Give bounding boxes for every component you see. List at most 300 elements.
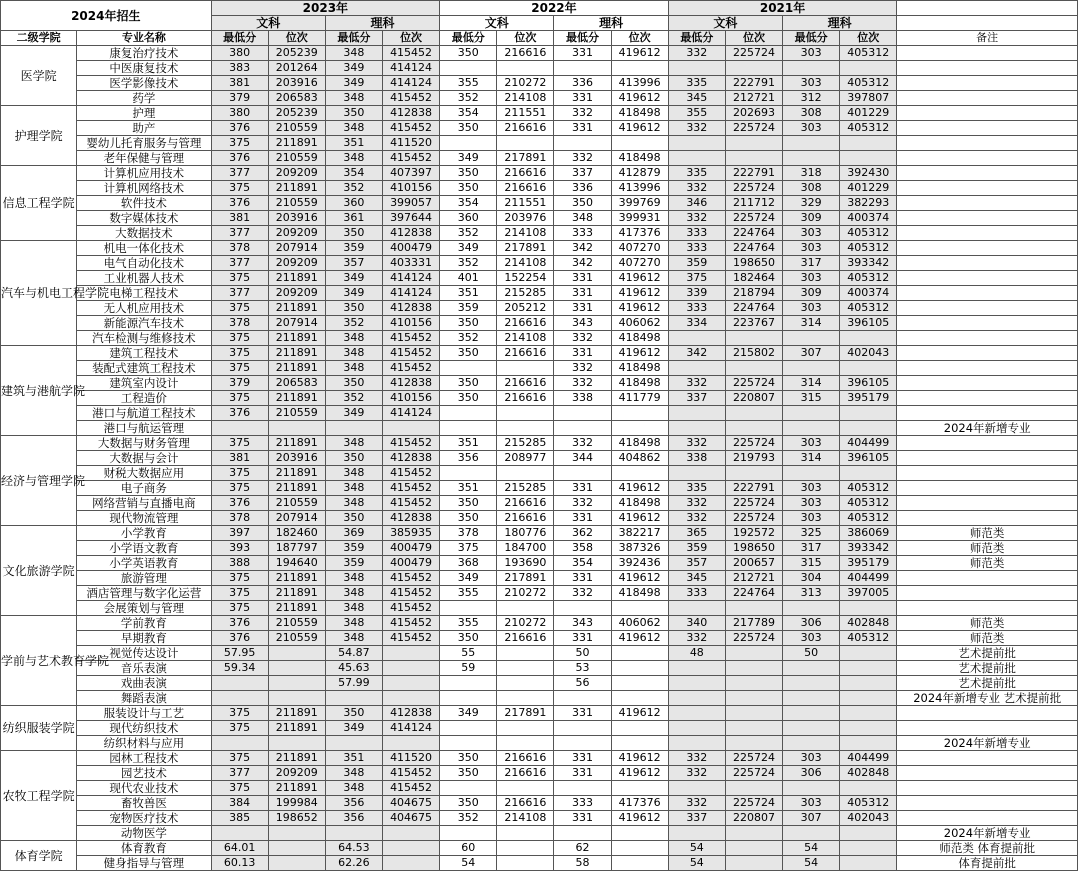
table-row <box>1 406 1078 421</box>
min-score-cell <box>554 406 611 421</box>
min-score-cell: 331 <box>554 706 611 721</box>
rank-cell: 415452 <box>382 346 439 361</box>
min-score-cell <box>554 466 611 481</box>
rank-cell <box>268 856 325 871</box>
major-name-cell: 无人机应用技术 <box>77 301 211 316</box>
col-header-rank: 位次 <box>725 31 782 46</box>
rank-cell <box>725 691 782 706</box>
min-score-cell: 332 <box>554 361 611 376</box>
college-name-cell: 体育学院 <box>1 841 77 871</box>
rank-cell <box>725 136 782 151</box>
rank-cell: 382293 <box>840 196 897 211</box>
major-name-cell: 护理 <box>77 106 211 121</box>
rank-cell: 201264 <box>268 61 325 76</box>
min-score-cell: 348 <box>325 151 382 166</box>
rank-cell: 211891 <box>268 571 325 586</box>
min-score-cell: 352 <box>325 316 382 331</box>
rank-cell: 406062 <box>611 316 668 331</box>
min-score-cell: 306 <box>783 616 840 631</box>
min-score-cell: 359 <box>325 556 382 571</box>
note-cell <box>897 316 1078 331</box>
rank-cell: 211891 <box>268 601 325 616</box>
rank-cell: 180776 <box>497 526 554 541</box>
note-cell: 2024年新增专业 <box>897 826 1078 841</box>
min-score-cell: 375 <box>211 586 268 601</box>
rank-cell <box>840 466 897 481</box>
note-cell <box>897 796 1078 811</box>
min-score-cell: 332 <box>668 46 725 61</box>
rank-cell: 405312 <box>840 481 897 496</box>
rank-cell: 411520 <box>382 751 439 766</box>
min-score-cell: 303 <box>783 796 840 811</box>
min-score-cell <box>783 136 840 151</box>
table-row <box>1 601 1078 616</box>
rank-cell: 414124 <box>382 61 439 76</box>
min-score-cell: 315 <box>783 391 840 406</box>
table-row <box>1 766 1078 781</box>
min-score-cell: 331 <box>554 271 611 286</box>
min-score-cell: 376 <box>211 196 268 211</box>
min-score-cell: 54.87 <box>325 646 382 661</box>
note-cell: 师范类 体育提前批 <box>897 841 1078 856</box>
note-cell <box>897 586 1078 601</box>
rank-cell: 395179 <box>840 391 897 406</box>
min-score-cell <box>211 736 268 751</box>
min-score-cell: 48 <box>668 646 725 661</box>
min-score-cell: 333 <box>668 301 725 316</box>
major-name-cell: 数字媒体技术 <box>77 211 211 226</box>
rank-cell <box>611 781 668 796</box>
rank-cell: 205212 <box>497 301 554 316</box>
rank-cell: 415452 <box>382 436 439 451</box>
rank-cell: 211891 <box>268 706 325 721</box>
major-name-cell: 网络营销与直播电商 <box>77 496 211 511</box>
major-name-cell: 体育教育 <box>77 841 211 856</box>
major-name-cell: 大数据与财务管理 <box>77 436 211 451</box>
major-name-cell: 装配式建筑工程技术 <box>77 361 211 376</box>
min-score-cell: 334 <box>668 316 725 331</box>
col-header-rank: 位次 <box>611 31 668 46</box>
rank-cell <box>725 646 782 661</box>
col-header-rank: 位次 <box>840 31 897 46</box>
rank-cell: 385935 <box>382 526 439 541</box>
min-score-cell: 57.95 <box>211 646 268 661</box>
rank-cell: 413996 <box>611 76 668 91</box>
major-name-cell: 计算机网络技术 <box>77 181 211 196</box>
min-score-cell: 383 <box>211 61 268 76</box>
min-score-cell: 375 <box>211 361 268 376</box>
rank-cell: 396105 <box>840 451 897 466</box>
min-score-cell <box>668 421 725 436</box>
rank-cell <box>497 691 554 706</box>
rank-cell <box>611 61 668 76</box>
rank-cell: 184700 <box>497 541 554 556</box>
rank-cell: 419612 <box>611 631 668 646</box>
min-score-cell: 365 <box>668 526 725 541</box>
rank-cell: 217891 <box>497 706 554 721</box>
rank-cell <box>268 421 325 436</box>
min-score-cell: 350 <box>440 346 497 361</box>
note-cell <box>897 46 1078 61</box>
rank-cell: 412838 <box>382 301 439 316</box>
rank-cell: 152254 <box>497 271 554 286</box>
min-score-cell: 376 <box>211 616 268 631</box>
min-score-cell <box>783 466 840 481</box>
min-score-cell: 356 <box>325 796 382 811</box>
col-header-min-score: 最低分 <box>211 31 268 46</box>
min-score-cell: 349 <box>440 706 497 721</box>
min-score-cell: 335 <box>668 481 725 496</box>
rank-cell <box>382 676 439 691</box>
col-header-rank: 位次 <box>382 31 439 46</box>
min-score-cell: 352 <box>325 391 382 406</box>
min-score-cell: 332 <box>554 331 611 346</box>
min-score-cell <box>554 721 611 736</box>
min-score-cell: 350 <box>325 706 382 721</box>
rank-cell: 404675 <box>382 811 439 826</box>
rank-cell: 405312 <box>840 496 897 511</box>
rank-cell: 211551 <box>497 196 554 211</box>
rank-cell: 405312 <box>840 796 897 811</box>
min-score-cell: 307 <box>783 811 840 826</box>
min-score-cell: 375 <box>211 181 268 196</box>
blank-header-cell <box>897 1 1078 16</box>
min-score-cell: 331 <box>554 346 611 361</box>
rank-cell <box>725 826 782 841</box>
min-score-cell: 354 <box>325 166 382 181</box>
rank-cell: 198650 <box>725 541 782 556</box>
min-score-cell: 59 <box>440 661 497 676</box>
min-score-cell: 303 <box>783 481 840 496</box>
rank-cell: 382217 <box>611 526 668 541</box>
rank-cell <box>840 721 897 736</box>
min-score-cell <box>668 826 725 841</box>
min-score-cell: 355 <box>440 586 497 601</box>
table-row <box>1 841 1078 856</box>
rank-cell <box>725 661 782 676</box>
rank-cell: 193690 <box>497 556 554 571</box>
table-row <box>1 781 1078 796</box>
rank-cell: 216616 <box>497 166 554 181</box>
rank-cell: 415452 <box>382 121 439 136</box>
min-score-cell: 380 <box>211 106 268 121</box>
min-score-cell <box>783 151 840 166</box>
rank-cell: 225724 <box>725 211 782 226</box>
rank-cell: 209209 <box>268 256 325 271</box>
min-score-cell: 303 <box>783 751 840 766</box>
table-row <box>1 541 1078 556</box>
min-score-cell: 357 <box>668 556 725 571</box>
min-score-cell: 303 <box>783 226 840 241</box>
rank-cell <box>840 856 897 871</box>
rank-cell: 392430 <box>840 166 897 181</box>
table-row <box>1 451 1078 466</box>
rank-cell: 410156 <box>382 181 439 196</box>
min-score-cell: 303 <box>783 436 840 451</box>
rank-cell: 410156 <box>382 316 439 331</box>
rank-cell: 401229 <box>840 106 897 121</box>
min-score-cell: 360 <box>440 211 497 226</box>
rank-cell: 215802 <box>725 346 782 361</box>
min-score-cell: 331 <box>554 301 611 316</box>
major-name-cell: 电梯工程技术 <box>77 286 211 301</box>
min-score-cell: 312 <box>783 91 840 106</box>
major-name-cell: 学前教育 <box>77 616 211 631</box>
min-score-cell: 350 <box>440 751 497 766</box>
table-row <box>1 46 1078 61</box>
table-row <box>1 691 1078 706</box>
note-cell <box>897 406 1078 421</box>
rank-cell <box>611 856 668 871</box>
table-row <box>1 346 1078 361</box>
min-score-cell: 348 <box>325 571 382 586</box>
rank-cell <box>611 661 668 676</box>
min-score-cell: 369 <box>325 526 382 541</box>
rank-cell: 205239 <box>268 106 325 121</box>
min-score-cell: 350 <box>440 316 497 331</box>
min-score-cell: 378 <box>211 241 268 256</box>
min-score-cell: 336 <box>554 76 611 91</box>
note-cell <box>897 331 1078 346</box>
rank-cell: 405312 <box>840 631 897 646</box>
rank-cell <box>725 721 782 736</box>
rank-cell <box>840 61 897 76</box>
rank-cell <box>840 136 897 151</box>
rank-cell: 210559 <box>268 496 325 511</box>
rank-cell: 418498 <box>611 376 668 391</box>
table-row <box>1 436 1078 451</box>
col-header-note: 备注 <box>897 31 1078 46</box>
rank-cell: 419612 <box>611 346 668 361</box>
min-score-cell: 351 <box>325 136 382 151</box>
rank-cell: 397005 <box>840 586 897 601</box>
rank-cell: 404499 <box>840 436 897 451</box>
min-score-cell: 314 <box>783 376 840 391</box>
min-score-cell: 354 <box>554 556 611 571</box>
table-row <box>1 196 1078 211</box>
note-cell <box>897 466 1078 481</box>
rank-cell: 412838 <box>382 376 439 391</box>
table-row <box>1 526 1078 541</box>
rank-cell: 211891 <box>268 346 325 361</box>
rank-cell: 404862 <box>611 451 668 466</box>
rank-cell: 182460 <box>268 526 325 541</box>
major-name-cell: 动物医学 <box>77 826 211 841</box>
note-cell: 2024年新增专业 <box>897 736 1078 751</box>
rank-cell: 211891 <box>268 586 325 601</box>
rank-cell: 415452 <box>382 586 439 601</box>
rank-cell <box>725 406 782 421</box>
min-score-cell: 350 <box>325 301 382 316</box>
rank-cell: 418498 <box>611 151 668 166</box>
major-name-cell: 医学影像技术 <box>77 76 211 91</box>
table-row <box>1 256 1078 271</box>
major-name-cell: 旅游管理 <box>77 571 211 586</box>
min-score-cell: 314 <box>783 451 840 466</box>
min-score-cell: 357 <box>325 256 382 271</box>
rank-cell: 399057 <box>382 196 439 211</box>
rank-cell: 406062 <box>611 616 668 631</box>
min-score-cell: 332 <box>668 436 725 451</box>
rank-cell: 419612 <box>611 766 668 781</box>
min-score-cell <box>783 706 840 721</box>
min-score-cell: 384 <box>211 796 268 811</box>
min-score-cell: 60.13 <box>211 856 268 871</box>
min-score-cell <box>783 676 840 691</box>
rank-cell: 405312 <box>840 241 897 256</box>
table-row <box>1 166 1078 181</box>
note-cell <box>897 196 1078 211</box>
major-name-cell: 会展策划与管理 <box>77 601 211 616</box>
min-score-cell: 351 <box>325 751 382 766</box>
note-cell: 2024年新增专业 艺术提前批 <box>897 691 1078 706</box>
note-cell: 师范类 <box>897 526 1078 541</box>
rank-cell <box>497 781 554 796</box>
rank-cell: 212721 <box>725 91 782 106</box>
rank-cell <box>611 601 668 616</box>
rank-cell: 419612 <box>611 271 668 286</box>
rank-cell <box>840 661 897 676</box>
min-score-cell: 377 <box>211 166 268 181</box>
college-name-cell: 建筑与港航学院 <box>1 346 77 436</box>
min-score-cell: 318 <box>783 166 840 181</box>
min-score-cell: 303 <box>783 76 840 91</box>
rank-cell: 214108 <box>497 226 554 241</box>
note-cell <box>897 256 1078 271</box>
major-name-cell: 大数据与会计 <box>77 451 211 466</box>
subheader-li-2021: 理科 <box>783 16 897 31</box>
min-score-cell: 344 <box>554 451 611 466</box>
major-name-cell: 现代纺织技术 <box>77 721 211 736</box>
min-score-cell: 348 <box>325 466 382 481</box>
note-cell <box>897 361 1078 376</box>
min-score-cell: 359 <box>668 256 725 271</box>
min-score-cell: 375 <box>211 481 268 496</box>
rank-cell: 414124 <box>382 721 439 736</box>
rank-cell: 209209 <box>268 166 325 181</box>
min-score-cell: 331 <box>554 571 611 586</box>
note-cell <box>897 181 1078 196</box>
major-name-cell: 港口与航道工程技术 <box>77 406 211 421</box>
table-row <box>1 391 1078 406</box>
min-score-cell: 317 <box>783 256 840 271</box>
min-score-cell: 332 <box>554 496 611 511</box>
rank-cell: 223767 <box>725 316 782 331</box>
rank-cell: 211891 <box>268 481 325 496</box>
rank-cell: 386069 <box>840 526 897 541</box>
rank-cell <box>382 736 439 751</box>
min-score-cell: 375 <box>211 601 268 616</box>
rank-cell: 404675 <box>382 796 439 811</box>
min-score-cell <box>783 361 840 376</box>
min-score-cell: 348 <box>325 601 382 616</box>
table-row <box>1 376 1078 391</box>
min-score-cell: 343 <box>554 316 611 331</box>
min-score-cell: 378 <box>211 511 268 526</box>
rank-cell: 417376 <box>611 226 668 241</box>
rank-cell: 400374 <box>840 211 897 226</box>
note-cell <box>897 706 1078 721</box>
min-score-cell: 356 <box>325 811 382 826</box>
min-score-cell <box>554 826 611 841</box>
rank-cell: 418498 <box>611 361 668 376</box>
table-row <box>1 661 1078 676</box>
table-row <box>1 331 1078 346</box>
min-score-cell <box>554 136 611 151</box>
rank-cell <box>268 841 325 856</box>
col-header-rank: 位次 <box>268 31 325 46</box>
min-score-cell <box>668 61 725 76</box>
rank-cell <box>611 466 668 481</box>
rank-cell: 414124 <box>382 76 439 91</box>
rank-cell: 211891 <box>268 136 325 151</box>
rank-cell: 401229 <box>840 181 897 196</box>
min-score-cell <box>554 61 611 76</box>
min-score-cell: 64.01 <box>211 841 268 856</box>
min-score-cell: 348 <box>325 346 382 361</box>
major-name-cell: 港口与航运管理 <box>77 421 211 436</box>
rank-cell: 393342 <box>840 256 897 271</box>
rank-cell: 225724 <box>725 181 782 196</box>
rank-cell: 222791 <box>725 481 782 496</box>
rank-cell: 214108 <box>497 91 554 106</box>
min-score-cell: 350 <box>325 226 382 241</box>
note-cell <box>897 766 1078 781</box>
rank-cell: 211891 <box>268 301 325 316</box>
rank-cell: 418498 <box>611 331 668 346</box>
min-score-cell: 351 <box>440 286 497 301</box>
college-name-cell: 医学院 <box>1 46 77 106</box>
major-name-cell: 机电一体化技术 <box>77 241 211 256</box>
min-score-cell: 348 <box>325 436 382 451</box>
min-score-cell: 375 <box>211 301 268 316</box>
min-score-cell: 375 <box>211 706 268 721</box>
note-cell <box>897 751 1078 766</box>
min-score-cell: 352 <box>440 91 497 106</box>
rank-cell: 209209 <box>268 286 325 301</box>
min-score-cell: 379 <box>211 376 268 391</box>
min-score-cell: 342 <box>668 346 725 361</box>
min-score-cell <box>440 826 497 841</box>
table-row <box>1 301 1078 316</box>
rank-cell <box>382 646 439 661</box>
min-score-cell: 54 <box>783 856 840 871</box>
rank-cell: 210272 <box>497 616 554 631</box>
note-cell <box>897 91 1078 106</box>
note-cell <box>897 286 1078 301</box>
col-header-min-score: 最低分 <box>783 31 840 46</box>
rank-cell: 210559 <box>268 121 325 136</box>
rank-cell: 415452 <box>382 496 439 511</box>
min-score-cell: 350 <box>440 376 497 391</box>
rank-cell: 419612 <box>611 301 668 316</box>
subheader-li-2022: 理科 <box>554 16 668 31</box>
min-score-cell: 303 <box>783 241 840 256</box>
min-score-cell: 354 <box>440 196 497 211</box>
min-score-cell <box>668 361 725 376</box>
min-score-cell: 338 <box>554 391 611 406</box>
rank-cell: 405312 <box>840 121 897 136</box>
rank-cell: 198650 <box>725 256 782 271</box>
min-score-cell: 375 <box>440 541 497 556</box>
rank-cell: 415452 <box>382 616 439 631</box>
min-score-cell: 303 <box>783 301 840 316</box>
min-score-cell: 331 <box>554 121 611 136</box>
rank-cell: 405312 <box>840 46 897 61</box>
note-cell <box>897 571 1078 586</box>
rank-cell: 225724 <box>725 751 782 766</box>
rank-cell <box>497 661 554 676</box>
